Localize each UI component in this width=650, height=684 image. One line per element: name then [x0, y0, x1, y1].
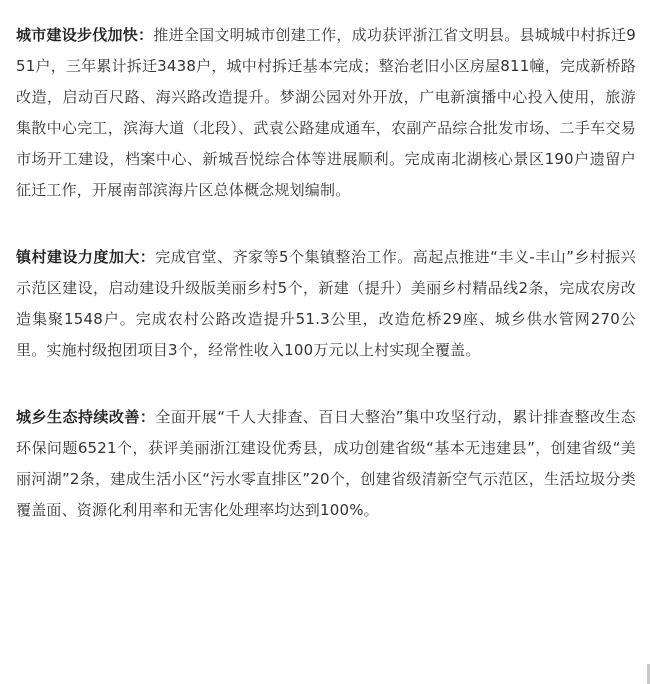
- paragraph-text: 推进全国文明城市创建工作，成功获评浙江省文明县。县城城中村拆迁951户，三年累计拆迁3438户，城中村拆迁基本完成；整治老旧小区房屋811幢，完成新桥路改造，启动百尺路、海兴路改造提升。梦湖公园对外开放，广电新演播中心投入使用，旅游集散中心完工，滨海大道（北段）、武袁公路建成通车，农副产品综合批发市场、二手车交易市场开工建设，档案中心、新城吾悦综合体等进展顺利。完成南北湖核心景区190户遗留户征迁工作，开展南部滨海片区总体概念规划编制。: [16, 26, 636, 199]
- paragraph-text: 完成官堂、齐家等5个集镇整治工作。高起点推进“丰义-丰山”乡村振兴示范区建设，启动建设升级版美丽乡村5个，新建（提升）美丽乡村精品线2条，完成农房改造集聚1548户。完成农村公路改造提升51.3公里，改造危桥29座、城乡供水管网270公里。实施村级抱团项目3个，经常性收入100万元以上村实现全覆盖。: [16, 248, 636, 359]
- paragraph-text: 全面开展“千人大排查、百日大整治”集中攻坚行动，累计排查整改生态环保问题6521个，获评美丽浙江建设优秀县，成功创建省级“基本无违建县”，创建省级“美丽河湖”2条，建成生活小区“污水零直排区”20个，创建省级清新空气示范区，生活垃圾分类覆盖面、资源化利用率和无害化处理率均达到100%。: [16, 408, 636, 519]
- paragraph-town-village-construction: [16, 242, 636, 366]
- paragraph-heading: 城市建设步伐加快：: [16, 26, 154, 44]
- paragraph-ecology-improvement: [16, 402, 636, 526]
- paragraph-heading: 镇村建设力度加大：: [16, 248, 156, 266]
- paragraph-heading: 城乡生态持续改善：: [16, 408, 156, 426]
- paragraph-urban-construction: [16, 20, 636, 206]
- article-body: [16, 20, 636, 526]
